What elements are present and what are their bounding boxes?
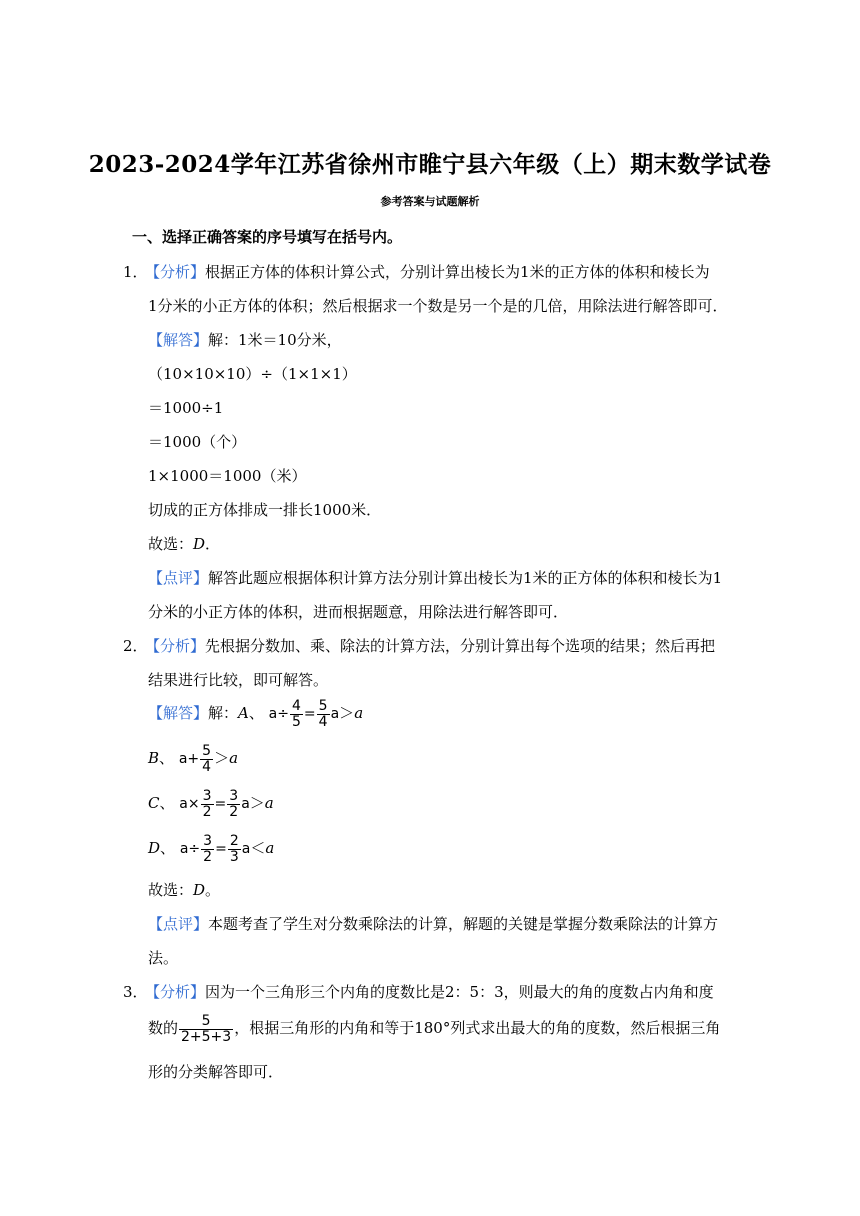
operator: ÷ (277, 706, 289, 722)
numerator: 3 (202, 787, 212, 804)
option-letter: C (148, 794, 160, 812)
page-title: 2023-2024学年江苏省徐州市睢宁县六年级（上）期末数学试卷 (88, 151, 772, 178)
q1-step-4: 1×1000＝1000（米） (148, 467, 307, 485)
equals: = (214, 796, 227, 812)
q2-answer-prefix: 解： (208, 704, 239, 722)
q2-choice-letter: D (193, 881, 206, 899)
equals: = (303, 706, 316, 722)
q2-comment-line-2: 法。 (148, 949, 179, 967)
numerator: 4 (292, 697, 301, 714)
comparison: ＞ (339, 704, 355, 722)
denominator: 2 (229, 803, 239, 820)
equals: = (215, 841, 227, 857)
numerator: 3 (229, 787, 239, 804)
q1-choice-letter: D (193, 535, 206, 553)
fraction (228, 834, 241, 865)
var-a: a (241, 796, 250, 812)
q2-comment-text-1: 本题考查了学生对分数乘除法的计算，解题的关键是掌握分数乘除法的计算方 (208, 915, 719, 933)
fraction (200, 744, 213, 775)
denominator: 2+5+3 (181, 1028, 232, 1045)
var-a: a (264, 794, 274, 812)
operator: ÷ (188, 841, 201, 857)
denominator: 4 (202, 758, 212, 775)
denominator: 4 (318, 713, 328, 730)
q1-comment-text-1: 解答此题应根据体积计算方法分别计算出棱长为1米的正方体的体积和棱长为1 (208, 569, 723, 587)
q1-choice-prefix: 故选： (148, 535, 194, 553)
option-sep: 、 (159, 749, 175, 767)
q2-option-c (148, 785, 274, 822)
denominator: 5 (292, 713, 301, 730)
q1-step-5: 切成的正方体排成一排长1000米． (148, 501, 382, 519)
q2-analysis-line-2: 结果进行比较，即可解答。 (148, 671, 329, 689)
q2-comment-line-1 (148, 914, 718, 934)
comparison: ＞ (214, 749, 230, 767)
var-a: a (229, 749, 239, 767)
operator: + (187, 751, 200, 767)
option-sep: 、 (160, 839, 176, 857)
analysis-tag: 【分析】 (145, 263, 206, 281)
var-a: a (265, 839, 275, 857)
fraction (317, 699, 330, 730)
q2-option-a (148, 695, 363, 732)
q3-number: 3． (123, 983, 148, 1001)
q2-analysis-line-1 (123, 636, 715, 656)
fraction (290, 699, 303, 730)
q2-number: 2． (123, 637, 148, 655)
q1-answer-text: 解：1米＝10分米， (208, 331, 342, 349)
q2-analysis-text-1: 先根据分数加、乘、除法的计算方法，分别计算出每个选项的结果；然后再把 (205, 637, 716, 655)
answer-tag: 【解答】 (148, 331, 209, 349)
comparison: ＞ (249, 794, 265, 812)
q3-analysis-line-3: 形的分类解答即可． (148, 1063, 284, 1081)
var-a: a (179, 796, 188, 812)
numerator: 3 (203, 832, 213, 849)
var-a: a (330, 706, 340, 722)
q1-step-1: （10×10×10）÷（1×1×1） (148, 365, 357, 383)
q3-analysis-text-1: 因为一个三角形三个内角的度数比是2：5：3，则最大的角的度数占内角和度 (205, 983, 714, 1001)
q1-number: 1． (123, 263, 148, 281)
option-sep: 、 (159, 794, 175, 812)
var-a: a (268, 706, 278, 722)
option-letter: A (238, 704, 249, 722)
q1-comment-line-1 (148, 568, 722, 588)
q1-analysis-line-1 (123, 262, 710, 282)
comment-tag: 【点评】 (148, 915, 209, 933)
comparison: ＜ (250, 839, 266, 857)
fraction (201, 834, 214, 865)
var-a: a (354, 704, 364, 722)
fraction (179, 1014, 233, 1045)
q3-analysis-line-1 (123, 982, 714, 1002)
q2-option-b (148, 740, 238, 777)
q3-analysis-line-2 (148, 1010, 720, 1046)
q3-analysis-text-2b: ，根据三角形的内角和等于180°列式求出最大的角的度数，然后根据三角 (234, 1019, 721, 1037)
q1-comment-line-2: 分米的小正方体的体积，进而根据题意，用除法进行解答即可． (148, 603, 569, 621)
page-subtitle: 参考答案与试题解析 (380, 195, 480, 208)
q1-analysis-line-2: 1分米的小正方体的体积；然后根据求一个数是另一个是的几倍，用除法进行解答即可． (148, 297, 728, 315)
q2-choice-prefix: 故选： (148, 881, 194, 899)
q2-choice (148, 880, 220, 900)
q1-choice (148, 534, 220, 554)
analysis-tag: 【分析】 (145, 637, 206, 655)
q3-analysis-text-2a: 数的 (148, 1019, 179, 1037)
comment-tag: 【点评】 (148, 569, 209, 587)
q2-choice-suffix: 。 (205, 881, 221, 899)
section-heading: 一、选择正确答案的序号填写在括号内。 (132, 228, 403, 246)
analysis-tag: 【分析】 (145, 983, 206, 1001)
denominator: 2 (203, 848, 213, 865)
q1-choice-suffix: ． (205, 535, 221, 553)
q1-step-2: ＝1000÷1 (148, 399, 224, 417)
operator: × (187, 796, 200, 812)
var-a: a (179, 841, 189, 857)
q2-option-d (148, 830, 274, 867)
var-a: a (241, 841, 251, 857)
q1-answer-line (148, 330, 342, 350)
option-letter: D (148, 839, 161, 857)
option-sep: 、 (248, 704, 264, 722)
fraction (201, 789, 214, 820)
q1-step-3: ＝1000（个） (148, 433, 247, 451)
denominator: 2 (202, 803, 212, 820)
option-letter: B (148, 749, 160, 767)
numerator: 5 (318, 697, 328, 714)
fraction (227, 789, 240, 820)
var-a: a (178, 751, 188, 767)
numerator: 5 (202, 742, 212, 759)
numerator: 5 (201, 1012, 211, 1029)
numerator: 2 (229, 832, 239, 849)
answer-tag: 【解答】 (148, 704, 209, 722)
q1-analysis-text-1: 根据正方体的体积计算公式，分别计算出棱长为1米的正方体的体积和棱长为 (205, 263, 710, 281)
denominator: 3 (229, 848, 239, 865)
